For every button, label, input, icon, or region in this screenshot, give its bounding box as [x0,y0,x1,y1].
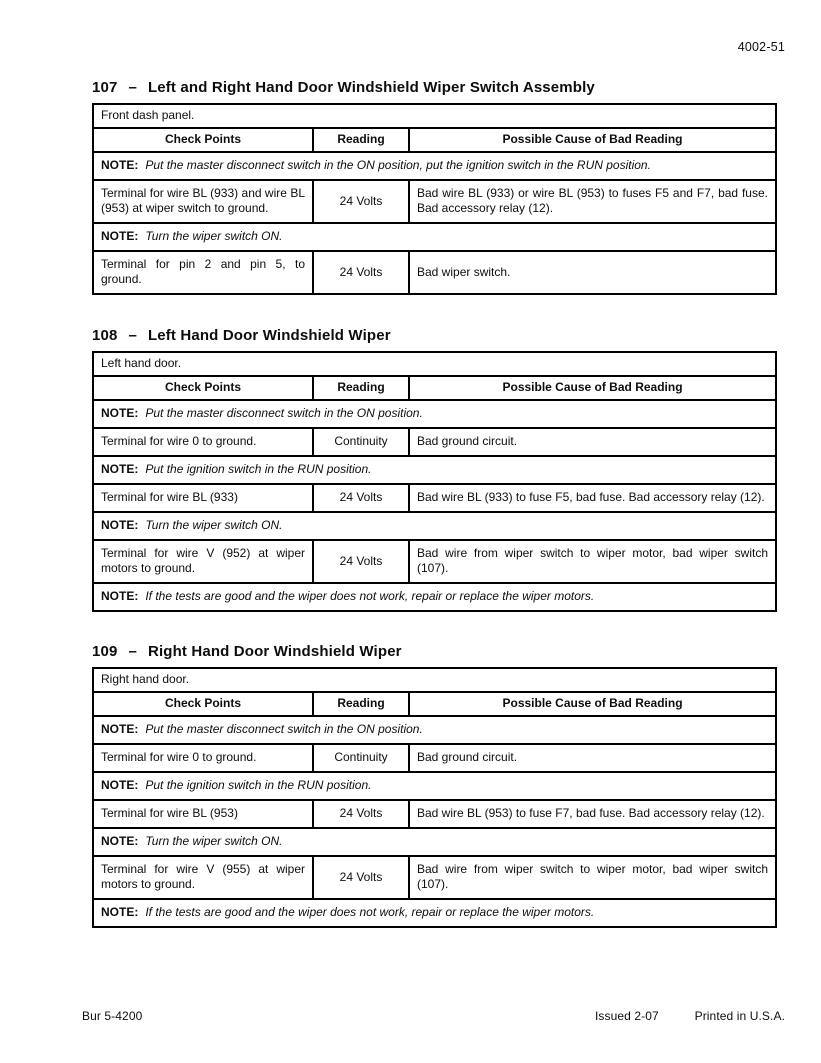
note-cell [93,716,776,744]
heading-dash: – [128,327,137,344]
note-label: NOTE: [101,589,139,603]
note-label: NOTE: [101,905,139,919]
note-text: If the tests are good and the wiper does not work, repair or replace the wiper motors. [145,589,595,603]
cause-cell: Bad ground circuit. [409,744,776,772]
note-label: NOTE: [101,518,139,532]
note-text: Turn the wiper switch ON. [145,229,283,243]
note-text: Put the ignition switch in the RUN position. [145,462,372,476]
page-number: 4002-51 [737,40,785,54]
note-text: Put the master disconnect switch in the ON position. [145,722,423,736]
column-header-cause: Possible Cause of Bad Reading [409,128,776,152]
note-row [93,400,776,428]
note-text: Put the master disconnect switch in the ON position, put the ignition switch in the RUN position. [145,158,651,172]
cause-cell: Bad ground circuit. [409,428,776,456]
note-text: Put the ignition switch in the RUN position. [145,778,372,792]
check-points-cell: Terminal for wire V (952) at wiper motors to ground. [93,540,313,583]
section-heading [92,644,775,659]
page-content [92,0,775,928]
check-points-cell: Terminal for wire 0 to ground. [93,428,313,456]
section-heading [92,80,775,95]
note-text: Turn the wiper switch ON. [145,518,283,532]
heading-dash: – [128,79,137,96]
reading-cell: 24 Volts [313,800,409,828]
note-label: NOTE: [101,406,139,420]
location-row [93,668,776,692]
table-row [93,484,776,512]
section-number: 107 [92,79,118,96]
section-title: Left and Right Hand Door Windshield Wiper Switch Assembly [147,79,595,96]
note-cell [93,828,776,856]
table-row [93,744,776,772]
troubleshooting-table [92,667,777,928]
note-cell [93,223,776,251]
cause-cell: Bad wire from wiper switch to wiper motor, bad wiper switch (107). [409,540,776,583]
footer-printed-in: Printed in U.S.A. [694,1009,785,1023]
note-label: NOTE: [101,722,139,736]
note-cell [93,152,776,180]
location-row [93,352,776,376]
location-cell: Right hand door. [93,668,776,692]
check-points-cell: Terminal for wire BL (933) [93,484,313,512]
reading-cell: 24 Volts [313,856,409,899]
cause-cell: Bad wire from wiper switch to wiper motor, bad wiper switch (107). [409,856,776,899]
column-header-reading: Reading [313,376,409,400]
table-row [93,540,776,583]
section-heading [92,328,775,343]
note-text: Put the master disconnect switch in the ON position. [145,406,423,420]
note-label: NOTE: [101,158,139,172]
cause-cell: Bad wire BL (933) to fuse F5, bad fuse. Bad accessory relay (12). [409,484,776,512]
note-row [93,716,776,744]
note-label: NOTE: [101,778,139,792]
cause-cell: Bad wiper switch. [409,251,776,294]
section-number: 109 [92,643,118,660]
note-text: Turn the wiper switch ON. [145,834,283,848]
check-points-cell: Terminal for pin 2 and pin 5, to ground. [93,251,313,294]
cause-cell: Bad wire BL (953) to fuse F7, bad fuse. Bad accessory relay (12). [409,800,776,828]
footer-issued-date: Issued 2-07 [595,1009,659,1023]
note-row [93,583,776,611]
reading-cell: 24 Volts [313,540,409,583]
note-text: If the tests are good and the wiper does not work, repair or replace the wiper motors. [145,905,595,919]
column-header-check-points: Check Points [93,376,313,400]
note-row [93,456,776,484]
table-row [93,428,776,456]
section-number: 108 [92,327,118,344]
heading-dash: – [128,643,137,660]
location-cell: Front dash panel. [93,104,776,128]
column-header-check-points: Check Points [93,692,313,716]
note-row [93,772,776,800]
column-header-reading: Reading [313,692,409,716]
check-points-cell: Terminal for wire BL (933) and wire BL (953) at wiper switch to ground. [93,180,313,223]
note-cell [93,400,776,428]
note-cell [93,899,776,927]
note-label: NOTE: [101,834,139,848]
note-cell [93,583,776,611]
note-cell [93,456,776,484]
cause-cell: Bad wire BL (933) or wire BL (953) to fuses F5 and F7, bad fuse. Bad accessory relay (12). [409,180,776,223]
note-cell [93,772,776,800]
table-row [93,180,776,223]
check-points-cell: Terminal for wire BL (953) [93,800,313,828]
note-row [93,899,776,927]
header-row [93,376,776,400]
section-title: Left Hand Door Windshield Wiper [147,327,391,344]
location-row [93,104,776,128]
note-row [93,152,776,180]
note-cell [93,512,776,540]
note-row [93,512,776,540]
reading-cell: 24 Volts [313,180,409,223]
table-row [93,800,776,828]
section-109 [92,644,775,928]
reading-cell: Continuity [313,428,409,456]
reading-cell: Continuity [313,744,409,772]
reading-cell: 24 Volts [313,484,409,512]
table-row [93,856,776,899]
column-header-cause: Possible Cause of Bad Reading [409,376,776,400]
reading-cell: 24 Volts [313,251,409,294]
header-row [93,128,776,152]
section-title: Right Hand Door Windshield Wiper [147,643,402,660]
check-points-cell: Terminal for wire 0 to ground. [93,744,313,772]
column-header-check-points: Check Points [93,128,313,152]
column-header-cause: Possible Cause of Bad Reading [409,692,776,716]
column-header-reading: Reading [313,128,409,152]
note-label: NOTE: [101,462,139,476]
note-row [93,223,776,251]
header-row [93,692,776,716]
table-row [93,251,776,294]
troubleshooting-table [92,103,777,295]
location-cell: Left hand door. [93,352,776,376]
section-107 [92,80,775,295]
troubleshooting-table [92,351,777,612]
note-row [93,828,776,856]
note-label: NOTE: [101,229,139,243]
footer-doc-number: Bur 5-4200 [82,1009,143,1023]
section-108 [92,328,775,612]
check-points-cell: Terminal for wire V (955) at wiper motors to ground. [93,856,313,899]
